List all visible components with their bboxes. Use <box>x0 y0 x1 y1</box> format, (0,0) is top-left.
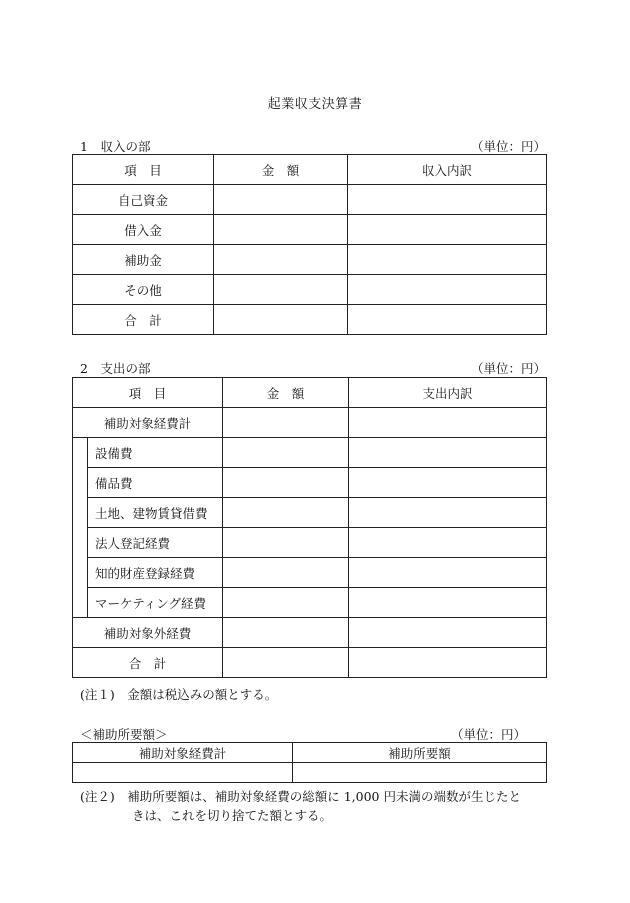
expense-sub-item-label: 備品費 <box>88 468 223 498</box>
expense-header-amount: 金 額 <box>223 378 349 408</box>
subsidy-section-heading: ＜補助所要額＞ <box>80 727 168 742</box>
table-row <box>73 648 547 678</box>
expense-breakdown-cell[interactable] <box>349 468 547 498</box>
income-breakdown-cell[interactable] <box>348 215 547 245</box>
table-row <box>73 305 547 335</box>
expense-breakdown-cell[interactable] <box>349 618 547 648</box>
expense-total-breakdown-cell[interactable] <box>349 648 547 678</box>
subsidy-header-target-total: 補助対象経費計 <box>73 743 293 763</box>
subsidy-table <box>72 742 547 783</box>
expense-amount-cell[interactable] <box>223 468 349 498</box>
income-breakdown-cell[interactable] <box>348 185 547 215</box>
expense-table <box>72 377 547 678</box>
table-row <box>73 245 547 275</box>
expense-indent-spacer <box>73 438 88 618</box>
income-breakdown-cell[interactable] <box>348 245 547 275</box>
expense-header-row <box>73 378 547 408</box>
expense-note: (注１) 金額は税込みの額とする。 <box>80 687 278 702</box>
income-row-label: その他 <box>73 275 214 305</box>
expense-sub-item-label: 法人登記経費 <box>88 528 223 558</box>
income-row-label: 自己資金 <box>73 185 214 215</box>
table-row <box>73 558 547 588</box>
table-row <box>73 185 547 215</box>
income-header-item: 項 目 <box>73 155 214 185</box>
subsidy-note-line1: (注２) 補助所要額は、補助対象経費の総額に 1,000 円未満の端数が生じたと <box>80 789 521 804</box>
expense-sub-item-label: 知的財産登録経費 <box>88 558 223 588</box>
table-row <box>73 438 547 468</box>
income-header-amount: 金 額 <box>214 155 348 185</box>
table-row <box>73 498 547 528</box>
expense-breakdown-cell[interactable] <box>349 558 547 588</box>
expense-amount-cell[interactable] <box>223 498 349 528</box>
expense-breakdown-cell[interactable] <box>349 588 547 618</box>
expense-sub-item-label: 土地、建物賃貸借費 <box>88 498 223 528</box>
table-row <box>73 763 547 783</box>
expense-breakdown-cell[interactable] <box>349 438 547 468</box>
expense-amount-cell[interactable] <box>223 408 349 438</box>
income-amount-cell[interactable] <box>214 215 348 245</box>
table-row <box>73 408 547 438</box>
expense-header-item: 項 目 <box>73 378 223 408</box>
table-row <box>73 588 547 618</box>
subsidy-required-amount-cell[interactable] <box>293 763 547 783</box>
expense-total-amount-cell[interactable] <box>223 648 349 678</box>
table-row <box>73 528 547 558</box>
expense-amount-cell[interactable] <box>223 528 349 558</box>
income-row-label: 補助金 <box>73 245 214 275</box>
expense-header-breakdown: 支出内訳 <box>349 378 547 408</box>
income-header-row <box>73 155 547 185</box>
document-title: 起業収支決算書 <box>267 97 363 112</box>
income-total-amount-cell[interactable] <box>214 305 348 335</box>
expense-breakdown-cell[interactable] <box>349 408 547 438</box>
expense-breakdown-cell[interactable] <box>349 528 547 558</box>
income-total-breakdown-cell[interactable] <box>348 305 547 335</box>
table-row <box>73 618 547 648</box>
expense-section-heading: 2 支出の部 <box>80 361 151 376</box>
income-amount-cell[interactable] <box>214 275 348 305</box>
expense-amount-cell[interactable] <box>223 438 349 468</box>
table-row <box>73 215 547 245</box>
expense-non-target-label: 補助対象外経費 <box>73 618 223 648</box>
income-breakdown-cell[interactable] <box>348 275 547 305</box>
expense-sub-item-label: 設備費 <box>88 438 223 468</box>
expense-sub-item-label: マーケティング経費 <box>88 588 223 618</box>
income-header-breakdown: 収入内訳 <box>348 155 547 185</box>
table-row <box>73 468 547 498</box>
income-total-label: 合 計 <box>73 305 214 335</box>
subsidy-header-row <box>73 743 547 763</box>
income-section-heading: 1 収入の部 <box>80 139 151 154</box>
income-table <box>72 154 547 335</box>
expense-breakdown-cell[interactable] <box>349 498 547 528</box>
income-unit-label: （単位：円） <box>470 139 546 154</box>
expense-total-label: 合 計 <box>73 648 223 678</box>
expense-subtotal-label: 補助対象経費計 <box>73 408 223 438</box>
subsidy-header-required-amount: 補助所要額 <box>293 743 547 763</box>
expense-amount-cell[interactable] <box>223 588 349 618</box>
income-row-label: 借入金 <box>73 215 214 245</box>
subsidy-unit-label: （単位：円） <box>450 727 526 742</box>
table-row <box>73 275 547 305</box>
income-amount-cell[interactable] <box>214 245 348 275</box>
subsidy-note-line2: きは、これを切り捨てた額とする。 <box>132 808 333 823</box>
expense-amount-cell[interactable] <box>223 558 349 588</box>
expense-amount-cell[interactable] <box>223 618 349 648</box>
income-amount-cell[interactable] <box>214 185 348 215</box>
subsidy-target-total-cell[interactable] <box>73 763 293 783</box>
expense-unit-label: （単位：円） <box>470 361 546 376</box>
